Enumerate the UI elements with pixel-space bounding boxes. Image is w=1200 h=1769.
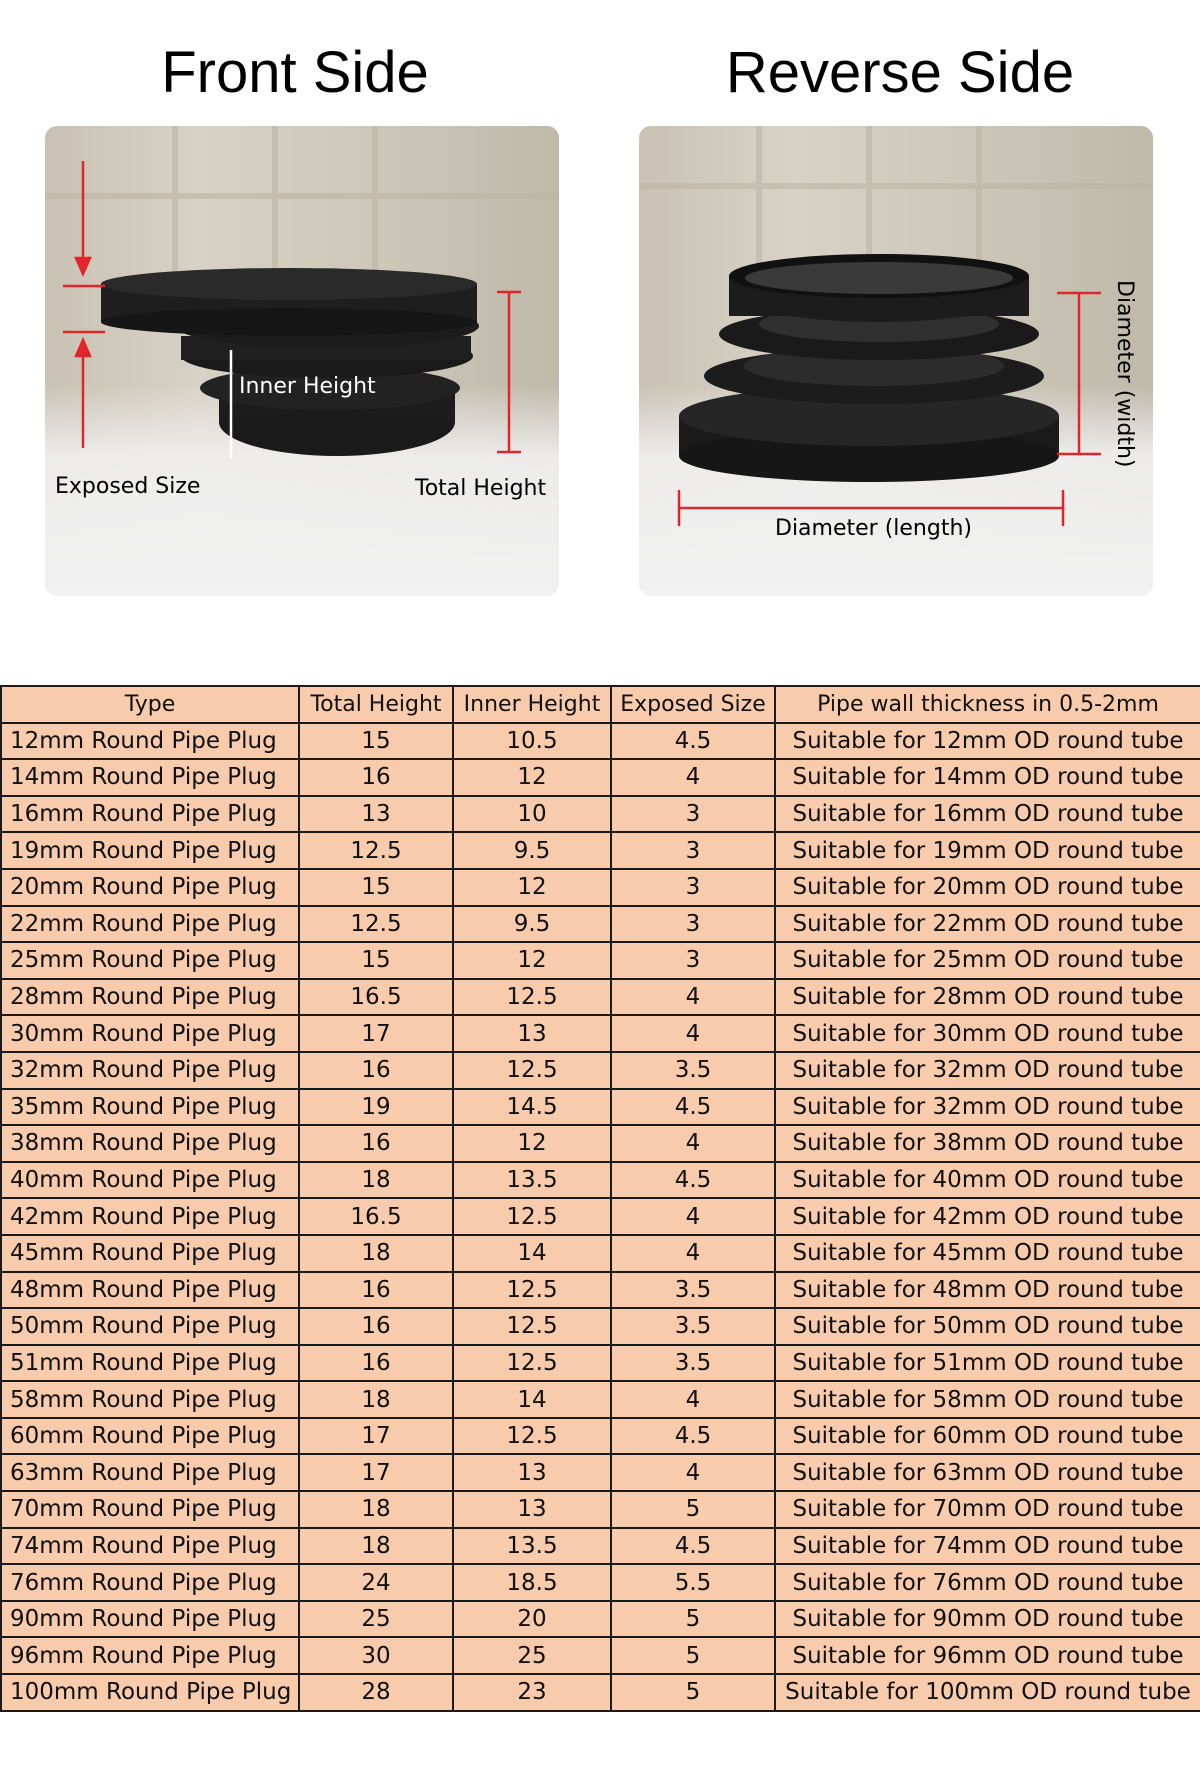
cell-total-height: 17 [299, 1454, 453, 1491]
column-header-exposed-size: Exposed Size [611, 686, 775, 723]
cell-total-height: 18 [299, 1162, 453, 1199]
cell-inner-height: 12 [453, 759, 611, 796]
cell-exposed-size: 3 [611, 869, 775, 906]
cell-total-height: 28 [299, 1674, 453, 1711]
cell-suitable-for: Suitable for 32mm OD round tube [775, 1052, 1200, 1089]
cell-type: 63mm Round Pipe Plug [1, 1454, 299, 1491]
cell-suitable-for: Suitable for 51mm OD round tube [775, 1345, 1200, 1382]
cell-suitable-for: Suitable for 45mm OD round tube [775, 1235, 1200, 1272]
cell-suitable-for: Suitable for 19mm OD round tube [775, 832, 1200, 869]
cell-type: 96mm Round Pipe Plug [1, 1637, 299, 1674]
cell-type: 90mm Round Pipe Plug [1, 1601, 299, 1638]
cell-inner-height: 9.5 [453, 906, 611, 943]
cell-type: 100mm Round Pipe Plug [1, 1674, 299, 1711]
cell-type: 60mm Round Pipe Plug [1, 1418, 299, 1455]
cell-total-height: 16 [299, 1308, 453, 1345]
cell-suitable-for: Suitable for 60mm OD round tube [775, 1418, 1200, 1455]
cell-exposed-size: 3.5 [611, 1272, 775, 1309]
table-body [1, 723, 1200, 1711]
table-row [1, 1162, 1200, 1199]
cell-type: 20mm Round Pipe Plug [1, 869, 299, 906]
table-row [1, 1235, 1200, 1272]
cell-total-height: 12.5 [299, 832, 453, 869]
cell-exposed-size: 4 [611, 1235, 775, 1272]
cell-inner-height: 13 [453, 1491, 611, 1528]
table-row [1, 1637, 1200, 1674]
cell-suitable-for: Suitable for 30mm OD round tube [775, 1015, 1200, 1052]
cell-type: 16mm Round Pipe Plug [1, 796, 299, 833]
cell-type: 48mm Round Pipe Plug [1, 1272, 299, 1309]
cell-type: 25mm Round Pipe Plug [1, 942, 299, 979]
cell-total-height: 16 [299, 1052, 453, 1089]
table-row [1, 1601, 1200, 1638]
cell-inner-height: 13 [453, 1015, 611, 1052]
table-row [1, 1345, 1200, 1382]
cell-exposed-size: 5 [611, 1674, 775, 1711]
cell-total-height: 16.5 [299, 1198, 453, 1235]
cell-inner-height: 12 [453, 869, 611, 906]
cell-inner-height: 14 [453, 1235, 611, 1272]
cell-exposed-size: 4 [611, 759, 775, 796]
exposed-size-label: Exposed Size [55, 474, 201, 499]
cell-total-height: 18 [299, 1528, 453, 1565]
cell-type: 12mm Round Pipe Plug [1, 723, 299, 760]
cell-suitable-for: Suitable for 40mm OD round tube [775, 1162, 1200, 1199]
table-row [1, 723, 1200, 760]
cell-type: 22mm Round Pipe Plug [1, 906, 299, 943]
diameter-width-label: Diameter (width) [1112, 280, 1137, 468]
cell-total-height: 16.5 [299, 979, 453, 1016]
table-row [1, 796, 1200, 833]
cell-inner-height: 10 [453, 796, 611, 833]
front-plug-illustration [45, 126, 559, 596]
cell-exposed-size: 3.5 [611, 1345, 775, 1382]
cell-inner-height: 12.5 [453, 979, 611, 1016]
cell-inner-height: 14.5 [453, 1089, 611, 1126]
front-side-title: Front Side [161, 40, 429, 105]
cell-inner-height: 12.5 [453, 1272, 611, 1309]
cell-total-height: 30 [299, 1637, 453, 1674]
column-header-pipe-wall-thickness: Pipe wall thickness in 0.5-2mm [775, 686, 1200, 723]
cell-exposed-size: 4.5 [611, 1528, 775, 1565]
cell-total-height: 18 [299, 1235, 453, 1272]
inner-height-label: Inner Height [239, 374, 376, 399]
reverse-side-photo [639, 126, 1153, 596]
cell-inner-height: 12.5 [453, 1052, 611, 1089]
table-row [1, 832, 1200, 869]
cell-inner-height: 13.5 [453, 1162, 611, 1199]
cell-inner-height: 14 [453, 1381, 611, 1418]
cell-exposed-size: 3 [611, 942, 775, 979]
cell-total-height: 18 [299, 1491, 453, 1528]
cell-inner-height: 9.5 [453, 832, 611, 869]
cell-suitable-for: Suitable for 25mm OD round tube [775, 942, 1200, 979]
cell-type: 19mm Round Pipe Plug [1, 832, 299, 869]
cell-total-height: 16 [299, 1272, 453, 1309]
table-row [1, 1308, 1200, 1345]
table-row [1, 979, 1200, 1016]
cell-type: 58mm Round Pipe Plug [1, 1381, 299, 1418]
cell-suitable-for: Suitable for 20mm OD round tube [775, 869, 1200, 906]
cell-exposed-size: 4.5 [611, 1162, 775, 1199]
table-row [1, 1381, 1200, 1418]
cell-type: 42mm Round Pipe Plug [1, 1198, 299, 1235]
reverse-side-title: Reverse Side [725, 40, 1075, 105]
front-side-photo [45, 126, 559, 596]
cell-total-height: 15 [299, 942, 453, 979]
cell-suitable-for: Suitable for 76mm OD round tube [775, 1564, 1200, 1601]
cell-inner-height: 18.5 [453, 1564, 611, 1601]
cell-total-height: 19 [299, 1089, 453, 1126]
table-row [1, 906, 1200, 943]
cell-exposed-size: 5 [611, 1637, 775, 1674]
cell-exposed-size: 4.5 [611, 1418, 775, 1455]
table-row [1, 1052, 1200, 1089]
cell-inner-height: 13.5 [453, 1528, 611, 1565]
cell-total-height: 13 [299, 796, 453, 833]
cell-exposed-size: 4 [611, 1125, 775, 1162]
cell-suitable-for: Suitable for 74mm OD round tube [775, 1528, 1200, 1565]
cell-suitable-for: Suitable for 50mm OD round tube [775, 1308, 1200, 1345]
cell-exposed-size: 3.5 [611, 1308, 775, 1345]
cell-inner-height: 12.5 [453, 1418, 611, 1455]
diameter-length-label: Diameter (length) [775, 516, 972, 541]
cell-exposed-size: 4 [611, 979, 775, 1016]
column-header-total-height: Total Height [299, 686, 453, 723]
cell-suitable-for: Suitable for 70mm OD round tube [775, 1491, 1200, 1528]
cell-inner-height: 10.5 [453, 723, 611, 760]
cell-type: 14mm Round Pipe Plug [1, 759, 299, 796]
cell-total-height: 16 [299, 1345, 453, 1382]
cell-type: 70mm Round Pipe Plug [1, 1491, 299, 1528]
cell-suitable-for: Suitable for 14mm OD round tube [775, 759, 1200, 796]
table-row [1, 942, 1200, 979]
cell-inner-height: 20 [453, 1601, 611, 1638]
cell-suitable-for: Suitable for 38mm OD round tube [775, 1125, 1200, 1162]
cell-total-height: 15 [299, 723, 453, 760]
cell-suitable-for: Suitable for 58mm OD round tube [775, 1381, 1200, 1418]
table-row [1, 869, 1200, 906]
cell-type: 32mm Round Pipe Plug [1, 1052, 299, 1089]
cell-inner-height: 12.5 [453, 1308, 611, 1345]
cell-type: 51mm Round Pipe Plug [1, 1345, 299, 1382]
cell-type: 30mm Round Pipe Plug [1, 1015, 299, 1052]
cell-total-height: 17 [299, 1418, 453, 1455]
table-row [1, 1125, 1200, 1162]
cell-suitable-for: Suitable for 42mm OD round tube [775, 1198, 1200, 1235]
cell-suitable-for: Suitable for 48mm OD round tube [775, 1272, 1200, 1309]
cell-suitable-for: Suitable for 90mm OD round tube [775, 1601, 1200, 1638]
cell-exposed-size: 4.5 [611, 1089, 775, 1126]
cell-inner-height: 12 [453, 942, 611, 979]
cell-exposed-size: 4 [611, 1381, 775, 1418]
cell-exposed-size: 5 [611, 1491, 775, 1528]
cell-total-height: 17 [299, 1015, 453, 1052]
cell-suitable-for: Suitable for 16mm OD round tube [775, 796, 1200, 833]
cell-total-height: 16 [299, 759, 453, 796]
cell-exposed-size: 5.5 [611, 1564, 775, 1601]
cell-total-height: 25 [299, 1601, 453, 1638]
cell-total-height: 12.5 [299, 906, 453, 943]
cell-type: 40mm Round Pipe Plug [1, 1162, 299, 1199]
table-row [1, 1674, 1200, 1711]
cell-suitable-for: Suitable for 22mm OD round tube [775, 906, 1200, 943]
cell-exposed-size: 3.5 [611, 1052, 775, 1089]
cell-type: 28mm Round Pipe Plug [1, 979, 299, 1016]
cell-suitable-for: Suitable for 12mm OD round tube [775, 723, 1200, 760]
cell-type: 38mm Round Pipe Plug [1, 1125, 299, 1162]
cell-exposed-size: 5 [611, 1601, 775, 1638]
table-row [1, 759, 1200, 796]
cell-inner-height: 13 [453, 1454, 611, 1491]
cell-suitable-for: Suitable for 32mm OD round tube [775, 1089, 1200, 1126]
cell-exposed-size: 3 [611, 796, 775, 833]
cell-total-height: 24 [299, 1564, 453, 1601]
cell-total-height: 15 [299, 869, 453, 906]
cell-exposed-size: 4 [611, 1454, 775, 1491]
column-header-inner-height: Inner Height [453, 686, 611, 723]
cell-type: 35mm Round Pipe Plug [1, 1089, 299, 1126]
cell-exposed-size: 3 [611, 906, 775, 943]
cell-exposed-size: 3 [611, 832, 775, 869]
table-header-row [1, 686, 1200, 723]
cell-inner-height: 25 [453, 1637, 611, 1674]
table-row [1, 1272, 1200, 1309]
cell-type: 74mm Round Pipe Plug [1, 1528, 299, 1565]
table-row [1, 1418, 1200, 1455]
cell-suitable-for: Suitable for 100mm OD round tube [775, 1674, 1200, 1711]
cell-total-height: 18 [299, 1381, 453, 1418]
cell-exposed-size: 4 [611, 1198, 775, 1235]
table-row [1, 1015, 1200, 1052]
cell-suitable-for: Suitable for 28mm OD round tube [775, 979, 1200, 1016]
cell-inner-height: 12.5 [453, 1198, 611, 1235]
table-row [1, 1089, 1200, 1126]
cell-inner-height: 12 [453, 1125, 611, 1162]
table-row [1, 1491, 1200, 1528]
table-row [1, 1454, 1200, 1491]
column-header-type: Type [1, 686, 299, 723]
cell-total-height: 16 [299, 1125, 453, 1162]
table-row [1, 1564, 1200, 1601]
total-height-label: Total Height [415, 476, 547, 501]
cell-inner-height: 23 [453, 1674, 611, 1711]
table-row [1, 1198, 1200, 1235]
table-row [1, 1528, 1200, 1565]
cell-suitable-for: Suitable for 96mm OD round tube [775, 1637, 1200, 1674]
cell-exposed-size: 4.5 [611, 723, 775, 760]
cell-type: 76mm Round Pipe Plug [1, 1564, 299, 1601]
pipe-plug-spec-table [0, 685, 1200, 1712]
cell-exposed-size: 4 [611, 1015, 775, 1052]
cell-suitable-for: Suitable for 63mm OD round tube [775, 1454, 1200, 1491]
cell-inner-height: 12.5 [453, 1345, 611, 1382]
cell-type: 50mm Round Pipe Plug [1, 1308, 299, 1345]
cell-type: 45mm Round Pipe Plug [1, 1235, 299, 1272]
